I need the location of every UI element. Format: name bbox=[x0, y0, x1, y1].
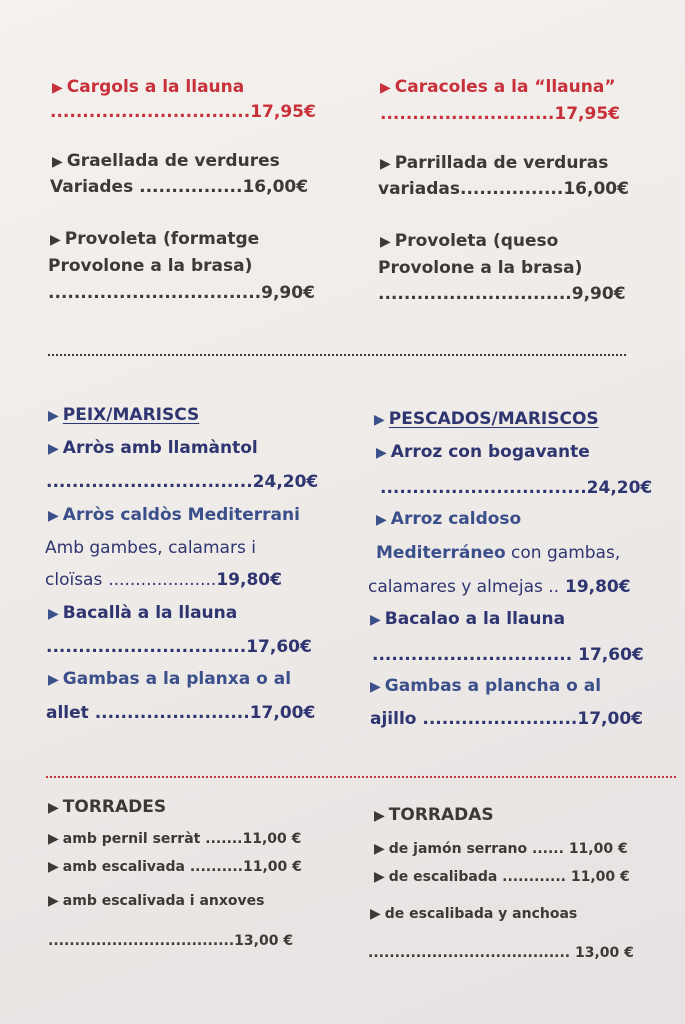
bacalla-title: ▶ Bacallà a la llauna bbox=[48, 603, 238, 623]
provoleta-left-price-line: .................................9,90€ bbox=[48, 283, 315, 303]
triangle-right-icon: ▶ bbox=[374, 841, 385, 857]
triangle-right-icon: ▶ bbox=[48, 893, 59, 909]
provoleta-right-price-line: ..............................9,90€ bbox=[378, 284, 626, 304]
provoleta-right-subtitle: Provolone a la brasa) bbox=[378, 258, 583, 278]
section-divider bbox=[48, 354, 626, 356]
gambas-right-title: ▶ Gambas a plancha o al bbox=[370, 676, 602, 696]
triangle-right-icon: ▶ bbox=[48, 508, 59, 524]
triangle-right-icon: ▶ bbox=[48, 606, 59, 622]
caracoles-title: ▶ Caracoles a la “llauna” bbox=[380, 77, 616, 97]
torradas-anchoas-price-line: ...................................... 13,00 € bbox=[368, 945, 634, 961]
triangle-right-icon: ▶ bbox=[52, 80, 63, 96]
arroz-caldoso-price-line: calamares y almejas .. 19,80€ bbox=[368, 577, 631, 597]
triangle-right-icon: ▶ bbox=[374, 808, 385, 824]
torrades-header: ▶ TORRADES bbox=[48, 797, 167, 817]
torradas-anchoas: ▶ de escalibada y anchoas bbox=[370, 906, 578, 922]
triangle-right-icon: ▶ bbox=[48, 672, 59, 688]
provoleta-left-subtitle: Provolone a la brasa) bbox=[48, 256, 253, 276]
triangle-right-icon: ▶ bbox=[380, 80, 391, 96]
triangle-right-icon: ▶ bbox=[370, 612, 381, 628]
torrades-anxoves: ▶ amb escalivada i anxoves bbox=[48, 893, 265, 909]
triangle-right-icon: ▶ bbox=[376, 445, 387, 461]
torrades-pernil: ▶ amb pernil serràt .......11,00 € bbox=[48, 831, 302, 847]
arroz-bogavante-title: ▶ Arroz con bogavante bbox=[376, 442, 590, 462]
provoleta-left-title: ▶ Provoleta (formatge bbox=[50, 229, 260, 249]
arroz-caldoso-desc: Mediterráneo con gambas, bbox=[376, 543, 621, 563]
parrillada-title: ▶ Parrillada de verduras bbox=[380, 153, 609, 173]
parrillada-price-line: variadas................16,00€ bbox=[378, 179, 629, 199]
torrades-escalivada: ▶ amb escalivada ..........11,00 € bbox=[48, 859, 302, 875]
arroz-bogavante-price-line: ................................24,20€ bbox=[380, 478, 653, 498]
torradas-jamon: ▶ de jamón serrano ...... 11,00 € bbox=[374, 841, 628, 857]
peix-mariscs-header: ▶ PEIX/MARISCS bbox=[48, 405, 200, 425]
graellada-price-line: Variades ................16,00€ bbox=[50, 177, 309, 197]
torradas-header: ▶ TORRADAS bbox=[374, 805, 494, 825]
triangle-right-icon: ▶ bbox=[48, 441, 59, 457]
triangle-right-icon: ▶ bbox=[370, 906, 381, 922]
arros-llamantol-title: ▶ Arròs amb llamàntol bbox=[48, 438, 258, 458]
bacalao-price-line: ............................... 17,60€ bbox=[372, 645, 644, 665]
torradas-escalibada: ▶ de escalibada ............ 11,00 € bbox=[374, 869, 630, 885]
triangle-right-icon: ▶ bbox=[380, 156, 391, 172]
triangle-right-icon: ▶ bbox=[48, 859, 59, 875]
triangle-right-icon: ▶ bbox=[50, 232, 61, 248]
torrades-anxoves-price-line: ...................................13,00 € bbox=[48, 933, 294, 949]
arroz-caldoso-title: ▶ Arroz caldoso bbox=[376, 509, 522, 529]
cargols-title: ▶ Cargols a la llauna bbox=[52, 77, 245, 97]
triangle-right-icon: ▶ bbox=[374, 412, 385, 428]
gambas-left-title: ▶ Gambas a la planxa o al bbox=[48, 669, 292, 689]
arros-llamantol-price-line: ................................24,20€ bbox=[46, 472, 319, 492]
gambas-right-price-line: ajillo ........................17,00€ bbox=[370, 709, 643, 729]
provoleta-right-title: ▶ Provoleta (queso bbox=[380, 231, 559, 251]
triangle-right-icon: ▶ bbox=[48, 408, 59, 424]
cargols-price-line: ...............................17,95€ bbox=[50, 102, 316, 122]
caracoles-price-line: ...........................17,95€ bbox=[380, 104, 620, 124]
bacalao-title: ▶ Bacalao a la llauna bbox=[370, 609, 566, 629]
triangle-right-icon: ▶ bbox=[380, 234, 391, 250]
bacalla-price-line: ...............................17,60€ bbox=[46, 637, 312, 657]
triangle-right-icon: ▶ bbox=[48, 800, 59, 816]
pescados-mariscos-header: ▶ PESCADOS/MARISCOS bbox=[374, 409, 599, 429]
gambas-left-price-line: allet ........................17,00€ bbox=[46, 703, 316, 723]
arros-caldos-desc: Amb gambes, calamars i bbox=[45, 538, 256, 558]
arros-caldos-title: ▶ Arròs caldòs Mediterrani bbox=[48, 505, 300, 525]
arros-caldos-price-line: cloïsas ....................19,80€ bbox=[45, 570, 282, 590]
triangle-right-icon: ▶ bbox=[52, 154, 63, 170]
section-divider-red bbox=[46, 776, 676, 778]
triangle-right-icon: ▶ bbox=[370, 679, 381, 695]
triangle-right-icon: ▶ bbox=[374, 869, 385, 885]
triangle-right-icon: ▶ bbox=[48, 831, 59, 847]
graellada-title: ▶ Graellada de verdures bbox=[52, 151, 280, 171]
triangle-right-icon: ▶ bbox=[376, 512, 387, 528]
